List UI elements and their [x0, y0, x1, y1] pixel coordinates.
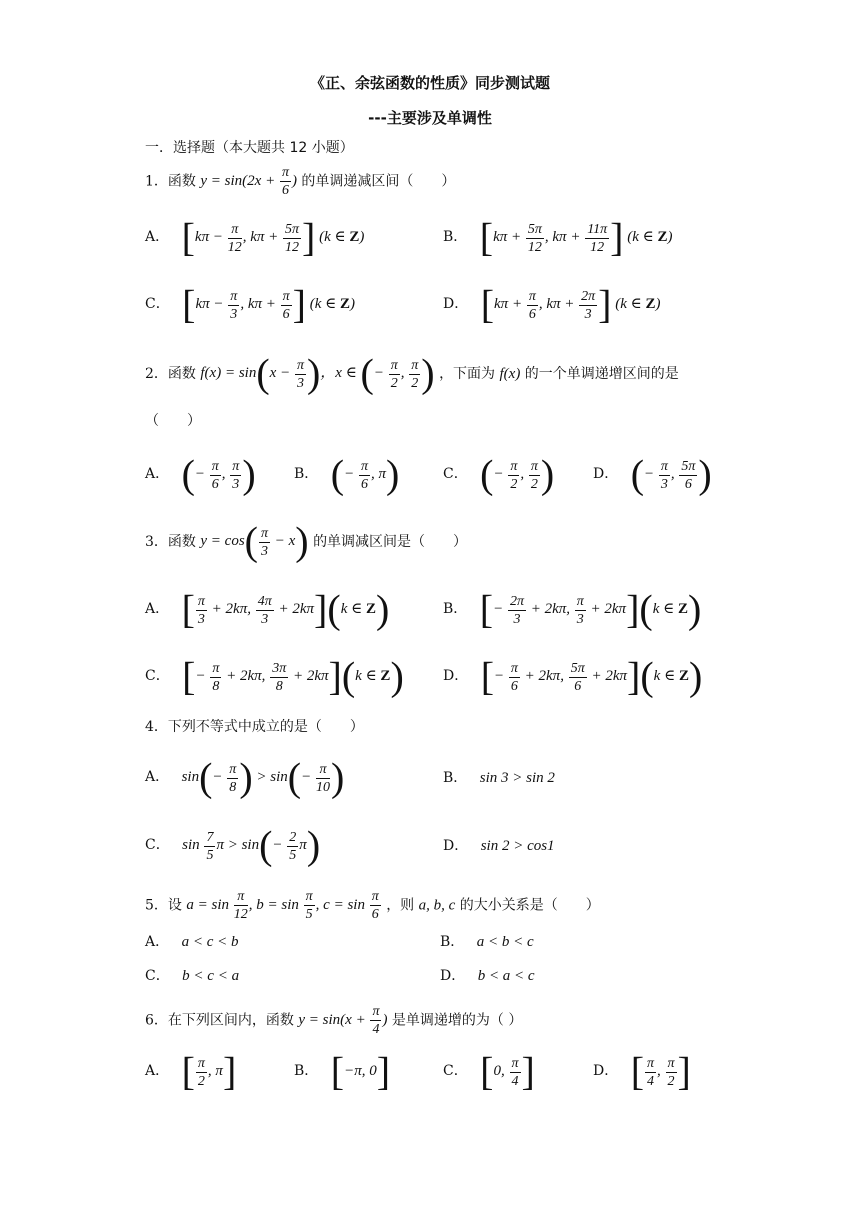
q1-suffix: 的单调递减区间（ ） — [301, 173, 456, 190]
q3-option-a[interactable]: A． [ $\frac{\pi}{3}$ + 2kπ, $\frac{4\pi}{3}$ + 2kπ](k ∈ Z) — [145, 587, 390, 632]
page-title: 《正、余弦函数的性质》同步测试题 — [309, 74, 550, 92]
question-1 — [145, 164, 455, 199]
q1-option-b[interactable]: B． [kπ + $\frac{5\pi}{12}$ , kπ + $\frac{11\pi}{12}$ ] (k ∈ Z) — [443, 215, 673, 260]
q5-option-a[interactable]: A． a < c < b — [145, 934, 239, 950]
page-subtitle: ---主要涉及单调性 — [368, 109, 492, 127]
q6-option-d[interactable]: D． [ $\frac{\pi}{4}$ , $\frac{\pi}{2}$ ] — [593, 1049, 691, 1094]
q5-option-c[interactable]: C． b < c < a — [145, 968, 240, 984]
q1-option-a[interactable]: A． [kπ − $\frac{\pi}{12}$ , kπ + $\frac{5\pi}{12}$ ] (k ∈ Z) — [145, 215, 365, 260]
q4-option-c[interactable]: C． sin $\frac{7}{5}$ π > sin(− $\frac{2}{5}$ π) — [145, 823, 321, 868]
q3-option-b[interactable]: B． [− $\frac{2\pi}{3}$ + 2kπ, $\frac{\pi}{3}$ + 2kπ](k ∈ Z) — [443, 587, 702, 632]
q6-option-a[interactable]: A． [ $\frac{\pi}{2}$ , π] — [145, 1049, 237, 1094]
q1-option-d[interactable]: D． [kπ + $\frac{\pi}{6}$ , kπ + $\frac{2\pi}{3}$ ] (k ∈ Z) — [443, 282, 661, 327]
question-6: 6．在下列区间内，函数 y = sin(x + $\frac{\pi}{4}$ ) 是单调递增的为（ ） — [145, 1004, 523, 1037]
q6-option-c[interactable]: C． [0, $\frac{\pi}{4}$ ] — [443, 1049, 535, 1094]
q2-option-b[interactable]: B． (− $\frac{\pi}{6}$ , π) — [294, 452, 400, 497]
q6-option-b[interactable]: B． [−π, 0] — [294, 1049, 391, 1094]
q2-option-d[interactable]: D． (− $\frac{\pi}{3}$ , $\frac{5\pi}{6}$ ) — [593, 452, 712, 497]
q5-option-b[interactable]: B． a < b < c — [440, 934, 534, 950]
q1-option-c[interactable]: C． [kπ − $\frac{\pi}{3}$ , kπ + $\frac{\pi}{6}$ ] (k ∈ Z) — [145, 282, 355, 327]
question-5: 5．设 a = sin $\frac{\pi}{12}$ , b = sin $\frac{\pi}{5}$ , c = sin $\frac{\pi}{6}$ ，则 a, b, c 的大小关系是（ ） — [145, 889, 600, 922]
q4-option-b[interactable]: B． sin 3 > sin 2 — [443, 770, 555, 786]
question-4: 4．下列不等式中成立的是（ ） — [145, 719, 364, 735]
question-2: 2．函数 f(x) = sin(x − $\frac{\pi}{3}$ )，x ∈ (− $\frac{\pi}{2}$ , $\frac{\pi}{2}$ ) ，下面为 f(x) 的一个单调递增区间的是 — [145, 351, 679, 396]
section-heading: 一．选择题（本大题共 12 小题） — [145, 140, 354, 156]
q4-option-a[interactable]: A． sin(− $\frac{\pi}{8}$ ) > sin(− $\frac{\pi}{10}$ ) — [145, 755, 345, 800]
q1-formula: y = sin(2x + $\frac{\pi}{6}$ ) — [200, 165, 297, 198]
q1-prefix: 1．函数 — [145, 173, 196, 190]
q2-option-c[interactable]: C． (− $\frac{\pi}{2}$ , $\frac{\pi}{2}$ ) — [443, 452, 555, 497]
q4-option-d[interactable]: D． sin 2 > cos1 — [443, 838, 555, 854]
q2-option-a[interactable]: A． (− $\frac{\pi}{6}$ , $\frac{\pi}{3}$ ) — [145, 452, 256, 497]
question-3: 3．函数 y = cos( $\frac{\pi}{3}$ − x) 的单调减区间是（ ） — [145, 519, 468, 564]
q3-option-d[interactable]: D． [− $\frac{\pi}{6}$ + 2kπ, $\frac{5\pi}{6}$ + 2kπ](k ∈ Z) — [443, 654, 703, 699]
q3-option-c[interactable]: C． [− $\frac{\pi}{8}$ + 2kπ, $\frac{3\pi}{8}$ + 2kπ](k ∈ Z) — [145, 654, 404, 699]
q5-option-d[interactable]: D． b < a < c — [440, 968, 535, 984]
q2-paren: （ ） — [145, 413, 201, 429]
